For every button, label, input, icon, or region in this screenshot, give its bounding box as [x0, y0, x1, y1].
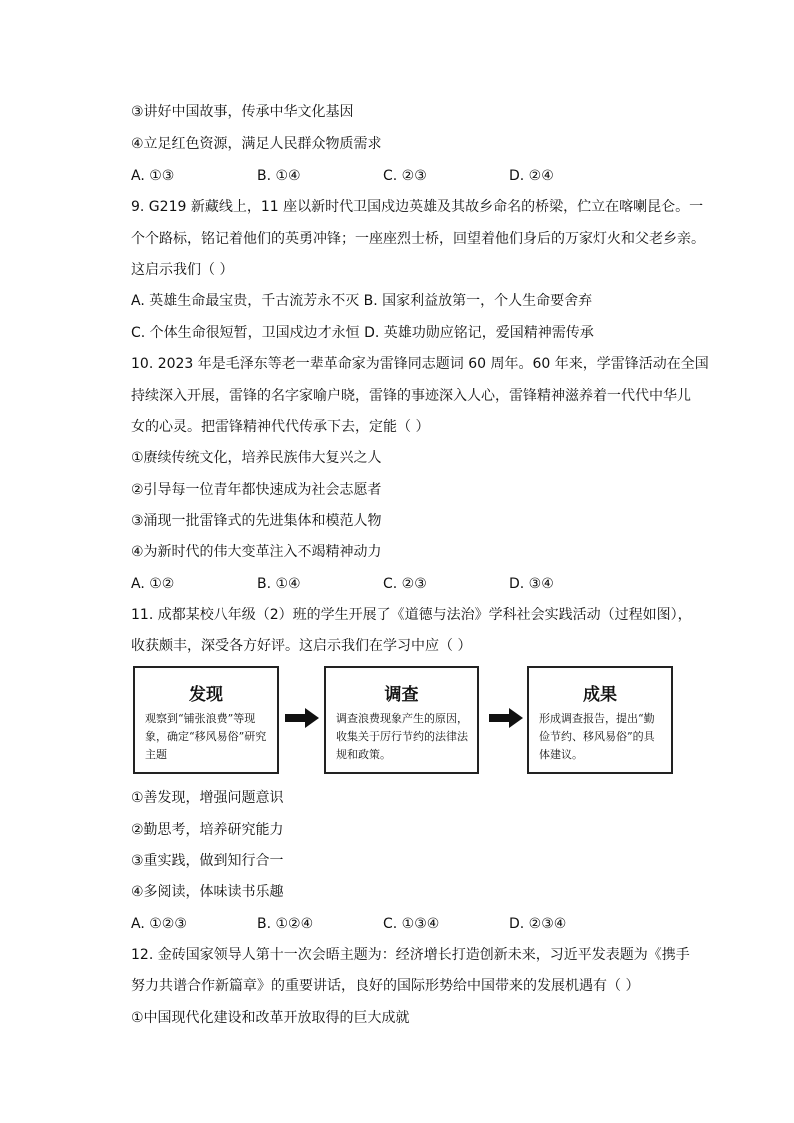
- q8-option-d: D. ②④: [509, 168, 554, 184]
- q10-option-d: D. ③④: [509, 576, 554, 592]
- q11-process-diagram: [133, 666, 675, 778]
- q11-option-b: B. ①②④: [257, 916, 314, 932]
- q10-statement-4: ④为新时代的伟大变革注入不竭精神动力: [131, 544, 382, 560]
- q10-stem-line-3: 女的心灵。把雷锋精神代代传承下去，定能（ ）: [131, 419, 430, 435]
- q9-stem-line-1: 9. G219 新藏线上，11 座以新时代卫国戍边英雄及其故乡命名的桥梁，伫立在喀喇昆仑。一: [131, 199, 704, 215]
- q10-option-a: A. ①②: [131, 576, 175, 592]
- flow-step-title: 发现: [189, 685, 223, 705]
- flow-step-description: 观察到“铺张浪费”等现象，确定“移风易俗”研究主题: [145, 712, 267, 761]
- flow-step-results: [527, 666, 673, 774]
- right-arrow-icon: [489, 708, 523, 728]
- q11-option-c: C. ①③④: [383, 916, 440, 932]
- flow-step-description: 调查浪费现象产生的原因，收集关于厉行节约的法律法规和政策。: [336, 712, 468, 761]
- q8-statement-3: ③讲好中国故事，传承中华文化基因: [131, 104, 354, 120]
- flow-step-discover: [133, 666, 279, 774]
- q11-option-a: A. ①②③: [131, 916, 187, 932]
- q8-option-b: B. ①④: [257, 168, 301, 184]
- q12-stem-line-2: 努力共谱合作新篇章》的重要讲话，良好的国际形势给中国带来的发展机遇有（ ）: [131, 978, 640, 994]
- q12-statement-1: ①中国现代化建设和改革开放取得的巨大成就: [131, 1010, 410, 1026]
- q11-stem-line-1: 11. 成都某校八年级（2）班的学生开展了《道德与法治》学科社会实践活动（过程如图），: [131, 607, 692, 623]
- q11-statement-1: ①善发现，增强问题意识: [131, 790, 284, 806]
- q9-options-ab: A. 英雄生命最宝贵，千古流芳永不灭 B. 国家利益放第一，个人生命要舍弃: [131, 293, 593, 309]
- flow-step-description: 形成调查报告，提出“勤俭节约、移风易俗”的具体建议。: [539, 712, 655, 761]
- right-arrow-icon: [285, 708, 319, 728]
- q11-option-d: D. ②③④: [509, 916, 567, 932]
- flow-step-title: 调查: [384, 685, 419, 705]
- q10-statement-3: ③涌现一批雷锋式的先进集体和模范人物: [131, 513, 382, 529]
- q9-stem-line-2: 个个路标，铭记着他们的英勇冲锋；一座座烈士桥，回望着他们身后的万家灯火和父老乡亲。: [131, 231, 705, 247]
- q9-stem-line-3: 这启示我们（ ）: [131, 262, 234, 278]
- q11-statement-3: ③重实践，做到知行合一: [131, 853, 284, 869]
- flow-step-title: 成果: [583, 685, 617, 705]
- q10-option-b: B. ①④: [257, 576, 301, 592]
- q10-stem-line-1: 10. 2023 年是毛泽东等老一辈革命家为雷锋同志题词 60 周年。60 年来，学雷锋活动在全国: [131, 356, 709, 372]
- q8-option-c: C. ②③: [383, 168, 427, 184]
- q8-options: [131, 166, 691, 186]
- q11-stem-line-2: 收获颇丰，深受各方好评。这启示我们在学习中应（ ）: [131, 638, 472, 654]
- q10-options: [131, 574, 691, 594]
- q12-stem-line-1: 12. 金砖国家领导人第十一次会晤主题为：经济增长打造创新未来，习近平发表题为《携手: [131, 947, 690, 963]
- q11-options: [131, 914, 691, 934]
- q10-statement-1: ①赓续传统文化，培养民族伟大复兴之人: [131, 450, 382, 466]
- q9-options-cd: C. 个体生命很短暂，卫国戍边才永恒 D. 英雄功勋应铭记，爱国精神需传承: [131, 325, 594, 341]
- q8-option-a: A. ①③: [131, 168, 175, 184]
- q11-statement-4: ④多阅读，体味读书乐趣: [131, 884, 284, 900]
- q10-stem-line-2: 持续深入开展，雷锋的名字家喻户晓，雷锋的事迹深入人心，雷锋精神滋养着一代代中华儿: [131, 388, 691, 404]
- q11-statement-2: ②勤思考，培养研究能力: [131, 822, 284, 838]
- flow-step-investigate: [324, 666, 479, 774]
- q10-statement-2: ②引导每一位青年都快速成为社会志愿者: [131, 482, 382, 498]
- q8-statement-4: ④立足红色资源，满足人民群众物质需求: [131, 136, 382, 152]
- q10-option-c: C. ②③: [383, 576, 427, 592]
